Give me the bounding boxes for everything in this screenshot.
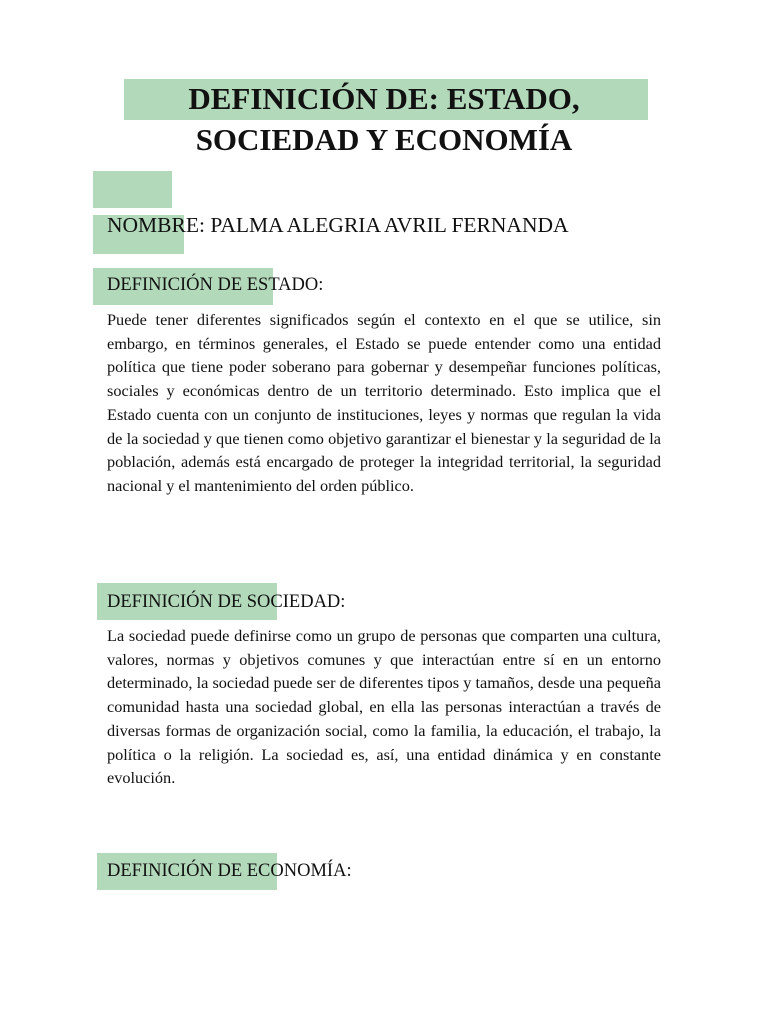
section-heading-economia: DEFINICIÓN DE ECONOMÍA: (107, 861, 352, 881)
document-title-line1: DEFINICIÓN DE: ESTADO, (188, 81, 580, 116)
section-heading-sociedad: DEFINICIÓN DE SOCIEDAD: (107, 592, 346, 612)
name-highlight-top (93, 171, 172, 208)
section-body-estado: Puede tener diferentes significados según el contexto en el que se utilice, sin embargo, en términos generales, el Estado se puede entender como una entidad política que tiene poder soberano para gobernar y desempeñar funciones políticas, sociales y económicas dentro de un territorio determinado. Esto implica que el Estado cuenta con un conjunto de instituciones, leyes y normas que regulan la vida de la sociedad y que tienen como objetivo garantizar el bienestar y la seguridad de la población, además está encargado de proteger la integridad territorial, la seguridad nacional y el mantenimiento del orden público. (107, 310, 661, 495)
section-heading-estado: DEFINICIÓN DE ESTADO: (107, 275, 324, 295)
document-title-line2: SOCIEDAD Y ECONOMÍA (195, 122, 573, 157)
section-body-sociedad: La sociedad puede definirse como un grupo de personas que comparten una cultura, valores, normas y objetivos comunes y que interactúan entre sí en un entorno determinado, la sociedad puede ser de diferentes tipos y tamaños, desde una pequeña comunidad hasta una sociedad global, en ella las personas interactúan a través de diversas formas de organización social, como la familia, la educación, el trabajo, la política o la religión. La sociedad es, así, una entidad dinámica y en constante evolución. (107, 626, 661, 788)
student-name: NOMBRE: PALMA ALEGRIA AVRIL FERNANDA (107, 213, 569, 237)
